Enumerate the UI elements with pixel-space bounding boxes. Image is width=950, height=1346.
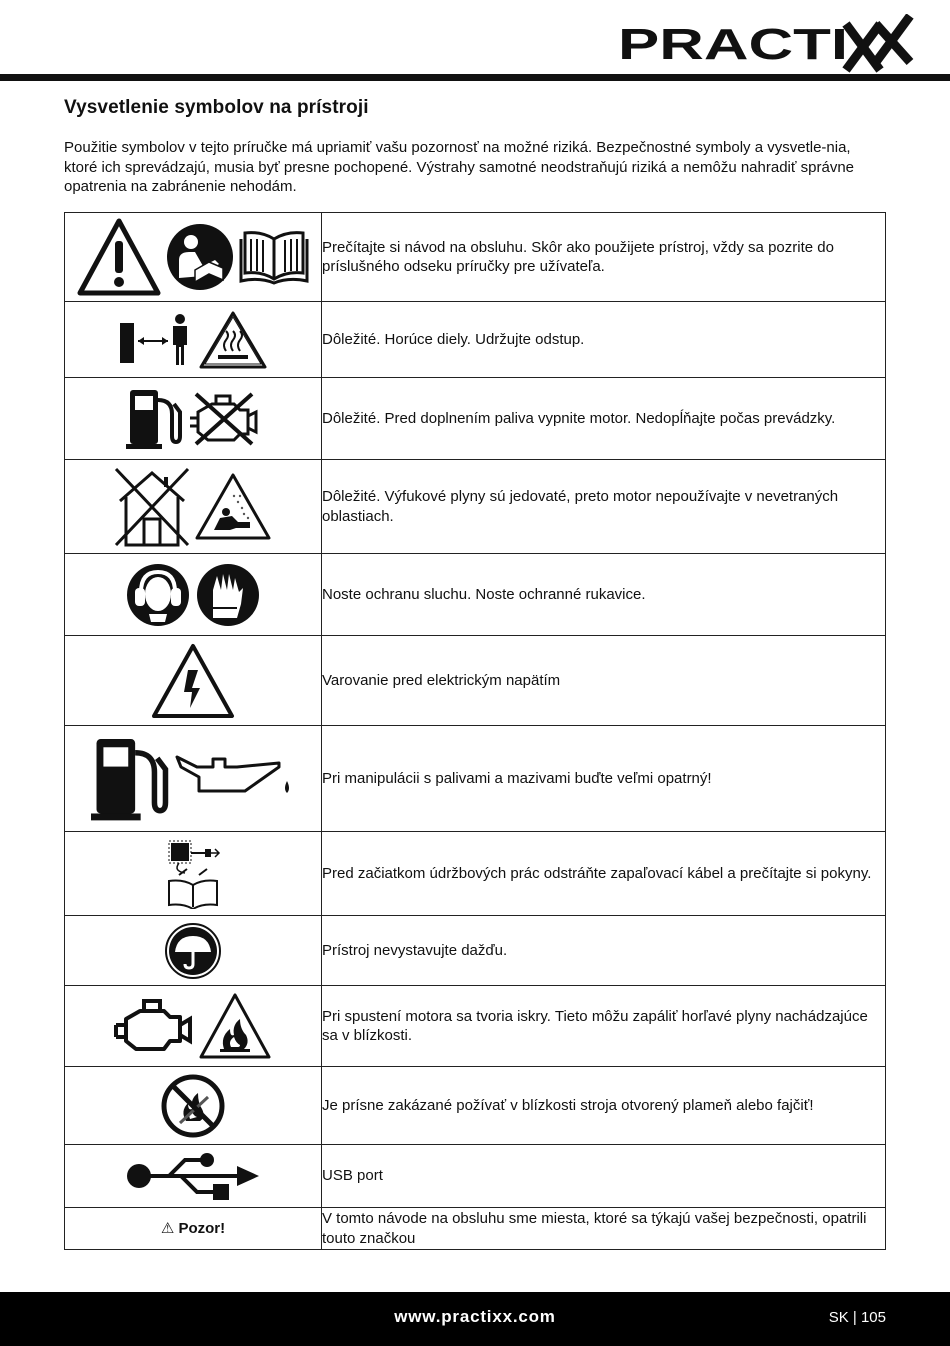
table-row bbox=[65, 554, 886, 636]
table-row bbox=[65, 1208, 886, 1250]
table-row bbox=[65, 986, 886, 1067]
symbol-description: Varovanie pred elektrickým napätím bbox=[322, 636, 886, 726]
symbol-description: V tomto návode na obsluhu sme miesta, ktoré sa týkajú vašej bezpečnosti, opatrili touto značkou bbox=[322, 1208, 886, 1250]
table-row bbox=[65, 832, 886, 916]
umbrella-icon bbox=[164, 922, 222, 980]
table-row bbox=[65, 460, 886, 554]
engine-off-icon bbox=[188, 390, 260, 448]
no-indoor-use-icon bbox=[114, 467, 190, 547]
footer bbox=[0, 1292, 950, 1346]
table-row bbox=[65, 378, 886, 460]
symbol-cell bbox=[65, 460, 322, 554]
table-row bbox=[65, 213, 886, 302]
warning-triangle-icon bbox=[77, 217, 161, 297]
read-manual-icon bbox=[165, 222, 235, 292]
symbol-cell bbox=[65, 916, 322, 986]
open-book-icon bbox=[239, 229, 309, 285]
symbol-cell bbox=[65, 554, 322, 636]
symbol-cell bbox=[65, 832, 322, 916]
footer-url[interactable]: www.practixx.com bbox=[394, 1307, 556, 1326]
symbol-cell bbox=[65, 986, 322, 1067]
spark-plug-manual-icon bbox=[165, 839, 221, 909]
gloves-icon bbox=[195, 562, 261, 628]
symbol-cell bbox=[65, 1208, 322, 1250]
hot-surface-icon bbox=[198, 309, 268, 371]
symbol-cell bbox=[65, 302, 322, 378]
symbol-description: Je prísne zakázané požívať v blízkosti stroja otvorený plameň alebo fajčiť! bbox=[322, 1067, 886, 1145]
page-title: Vysvetlenie symbolov na prístroji bbox=[64, 97, 369, 118]
caution-label: ⚠ Pozor! bbox=[160, 1220, 226, 1237]
table-row bbox=[65, 302, 886, 378]
symbol-cell bbox=[65, 726, 322, 832]
header-rule bbox=[0, 74, 950, 81]
symbol-cell bbox=[65, 213, 322, 302]
practixx-logo bbox=[618, 14, 914, 74]
high-voltage-icon bbox=[150, 642, 236, 720]
table-row bbox=[65, 1145, 886, 1208]
table-row bbox=[65, 636, 886, 726]
symbol-cell bbox=[65, 378, 322, 460]
ear-protection-icon bbox=[125, 562, 191, 628]
symbol-description: Prístroj nevystavujte dažďu. bbox=[322, 916, 886, 986]
engine-icon bbox=[114, 997, 194, 1055]
usb-icon bbox=[125, 1150, 261, 1202]
symbol-cell bbox=[65, 1145, 322, 1208]
fuel-pump-icon bbox=[126, 388, 184, 450]
symbol-description: USB port bbox=[322, 1145, 886, 1208]
keep-distance-icon bbox=[118, 313, 194, 367]
svg-text:PRACTI: PRACTI bbox=[618, 20, 848, 69]
table-row bbox=[65, 916, 886, 986]
symbol-description: Dôležité. Horúce diely. Udržujte odstup. bbox=[322, 302, 886, 378]
symbol-description: Pred začiatkom údržbových prác odstráňte zapaľovací kábel a prečítajte si pokyny. bbox=[322, 832, 886, 916]
symbols-table bbox=[64, 212, 886, 1250]
symbol-description: Dôležité. Výfukové plyny sú jedovaté, preto motor nepoužívajte v nevetraných oblastiach. bbox=[322, 460, 886, 554]
symbol-description: Prečítajte si návod na obsluhu. Skôr ako použijete prístroj, vždy sa pozrite do príslušného odseku príručky pre užívateľa. bbox=[322, 213, 886, 302]
intro-paragraph: Použitie symbolov v tejto príručke má upriamiť vašu pozornosť na možné riziká. Bezpečnostné symboly a vysvetle-nia, ktoré ich sprevádzajú, musia byť presne pochopené. Výstrahy samotné neodstraňujú riziká a nemôžu nahradiť správne opatrenia na zabránenie nehodám. bbox=[64, 139, 855, 195]
symbol-description: Pri manipulácii s palivami a mazivami buďte veľmi opatrný! bbox=[322, 726, 886, 832]
flammable-warning-icon bbox=[198, 991, 272, 1061]
page-number: SK | 105 bbox=[828, 1309, 886, 1326]
oil-can-icon bbox=[175, 751, 295, 807]
symbol-cell bbox=[65, 636, 322, 726]
symbol-cell bbox=[65, 1067, 322, 1145]
table-row bbox=[65, 1067, 886, 1145]
symbol-description: Noste ochranu sluchu. Noste ochranné rukavice. bbox=[322, 554, 886, 636]
fuel-pump-icon bbox=[91, 736, 171, 822]
symbol-description: Dôležité. Pred doplnením paliva vypnite motor. Nedopĺňajte počas prevádzky. bbox=[322, 378, 886, 460]
toxic-fumes-icon bbox=[194, 472, 272, 542]
table-row bbox=[65, 726, 886, 832]
no-open-flame-icon bbox=[160, 1073, 226, 1139]
symbol-description: Pri spustení motora sa tvoria iskry. Tieto môžu zapáliť horľavé plyny nachádzajúce sa v blízkosti. bbox=[322, 986, 886, 1067]
